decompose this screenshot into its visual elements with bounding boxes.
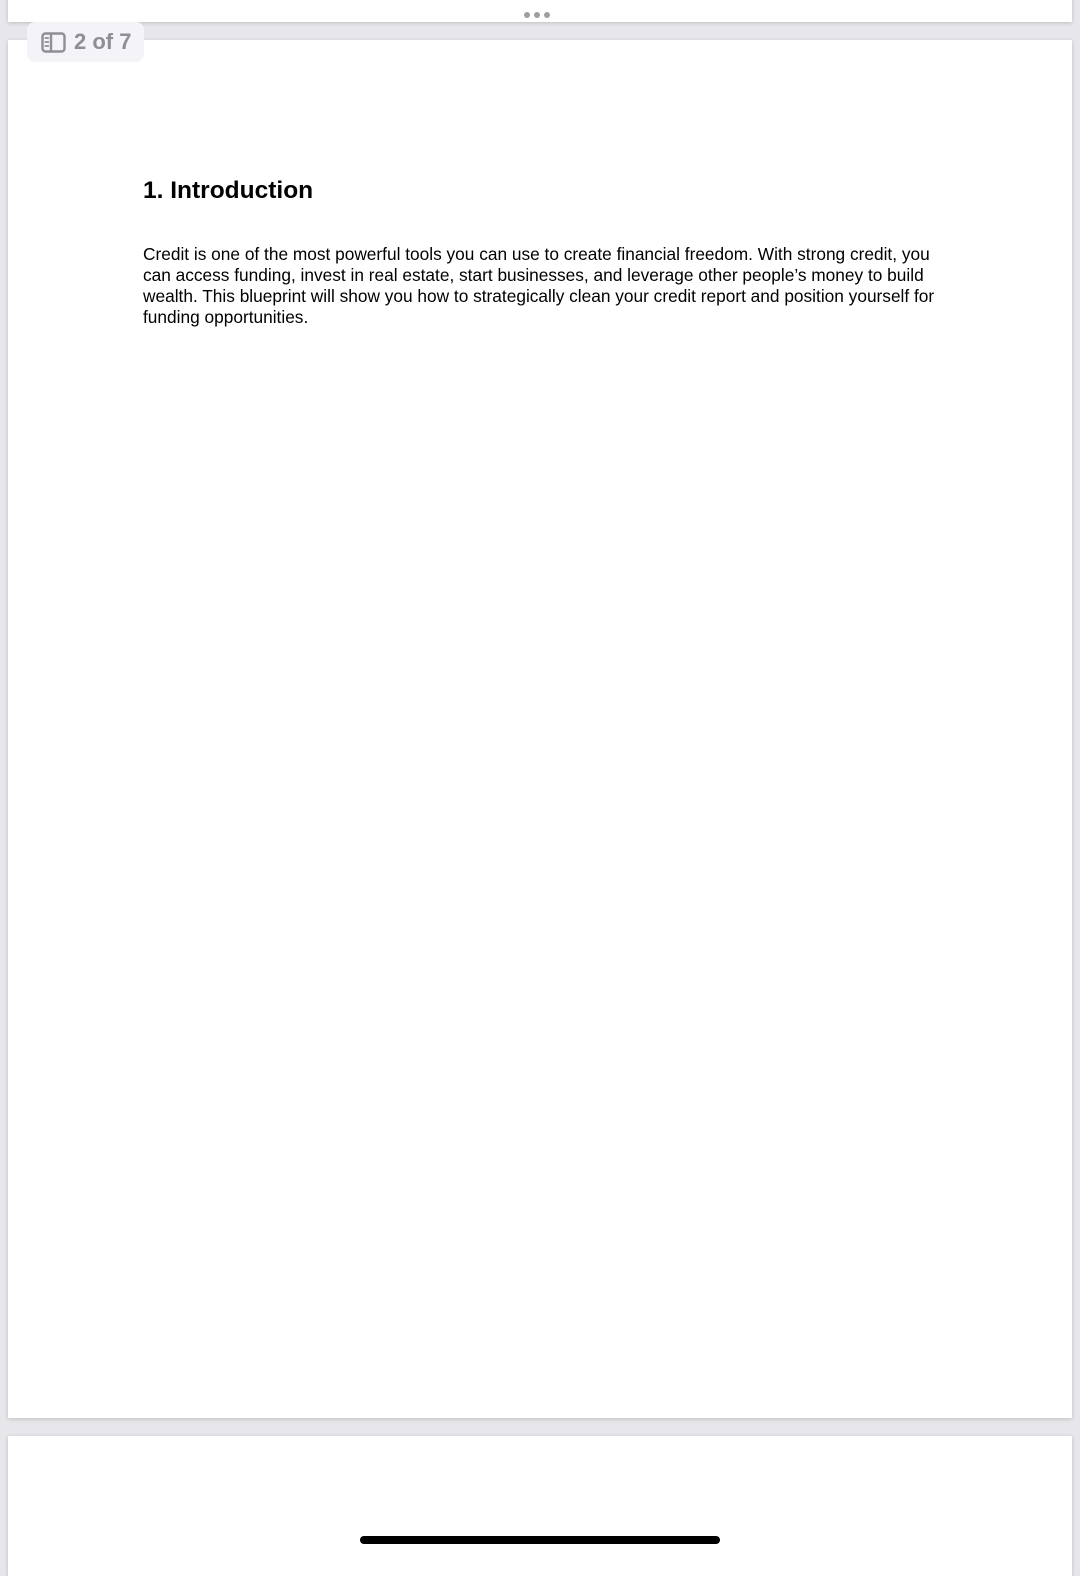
intro-paragraph: Credit is one of the most powerful tools you can use to create financial freedom. With strong credit, you can access funding, invest in real estate, start businesses, and leverage other people’s money to build wealth. This blueprint will show you how to strategically clean your credit report and position yourself for funding opportunities. [143,244,935,327]
next-page [8,1436,1072,1576]
dot [534,12,540,18]
sidebar-icon [41,32,66,53]
ellipsis-icon[interactable] [524,12,550,18]
page-indicator-button[interactable] [27,22,144,62]
dot [544,12,550,18]
dot [524,12,530,18]
page-indicator-label: 2 of 7 [74,29,132,54]
home-indicator[interactable] [360,1536,720,1544]
previous-page [8,0,1072,22]
section-heading: 1. Introduction [143,177,314,204]
